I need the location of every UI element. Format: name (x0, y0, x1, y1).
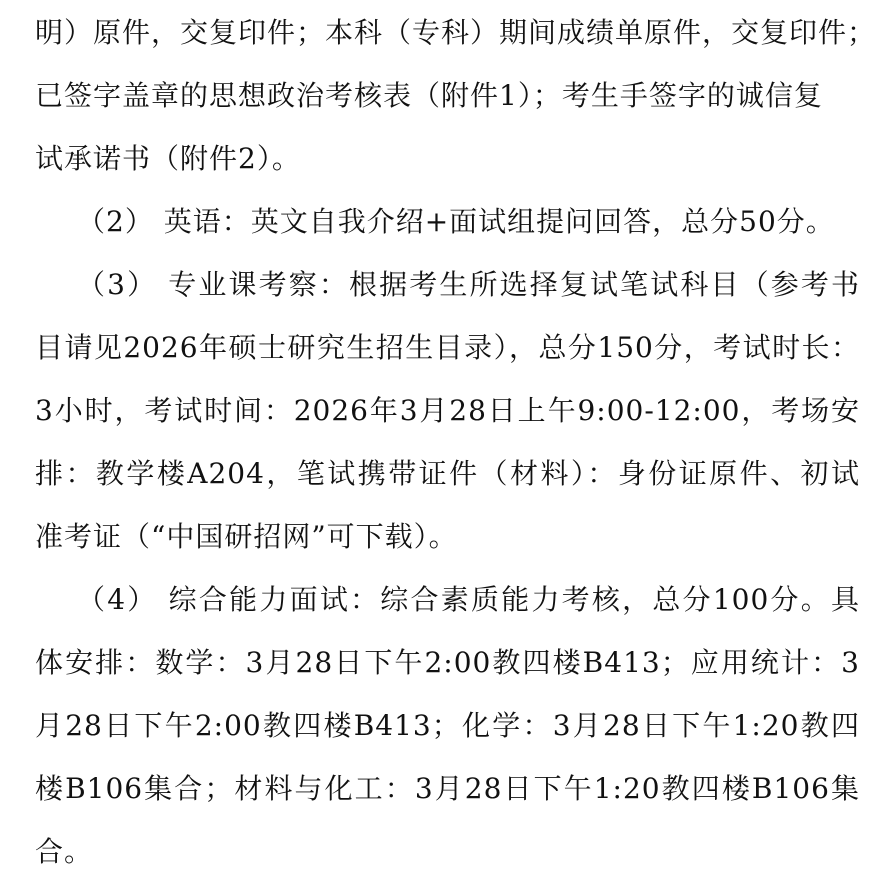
text-line-9: 准考证（“中国研招网”可下载）。 (35, 520, 458, 553)
text-line-13: 楼B106集合；材料与化工：3月28日下午1:20教四楼B106集 (35, 772, 860, 805)
text-line-4: （2） 英语：英文自我介绍+面试组提问回答，总分50分。 (77, 205, 835, 238)
text-line-3: 试承诺书（附件2）。 (35, 142, 301, 175)
text-line-11: 体安排：数学：3月28日下午2:00教四楼B413；应用统计：3 (35, 646, 860, 679)
text-line-2: 已签字盖章的思想政治考核表（附件1）；考生手签字的诚信复 (35, 79, 823, 112)
text-line-5: （3） 专业课考察：根据考生所选择复试笔试科目（参考书 (77, 268, 860, 301)
text-line-10: （4） 综合能力面试：综合素质能力考核，总分100分。具 (77, 583, 860, 616)
text-line-6: 目请见2026年硕士研究生招生目录），总分150分，考试时长： (35, 331, 860, 364)
text-line-7: 3小时，考试时间：2026年3月28日上午9:00-12:00，考场安 (35, 394, 860, 427)
text-line-8: 排：教学楼A204，笔试携带证件（材料）：身份证原件、初试 (35, 457, 860, 490)
text-line-14: 合。 (35, 835, 94, 868)
text-line-12: 月28日下午2:00教四楼B413；化学：3月28日下午1:20教四 (35, 709, 860, 742)
text-line-1: 明）原件，交复印件；本科（专科）期间成绩单原件，交复印件； (35, 16, 877, 49)
